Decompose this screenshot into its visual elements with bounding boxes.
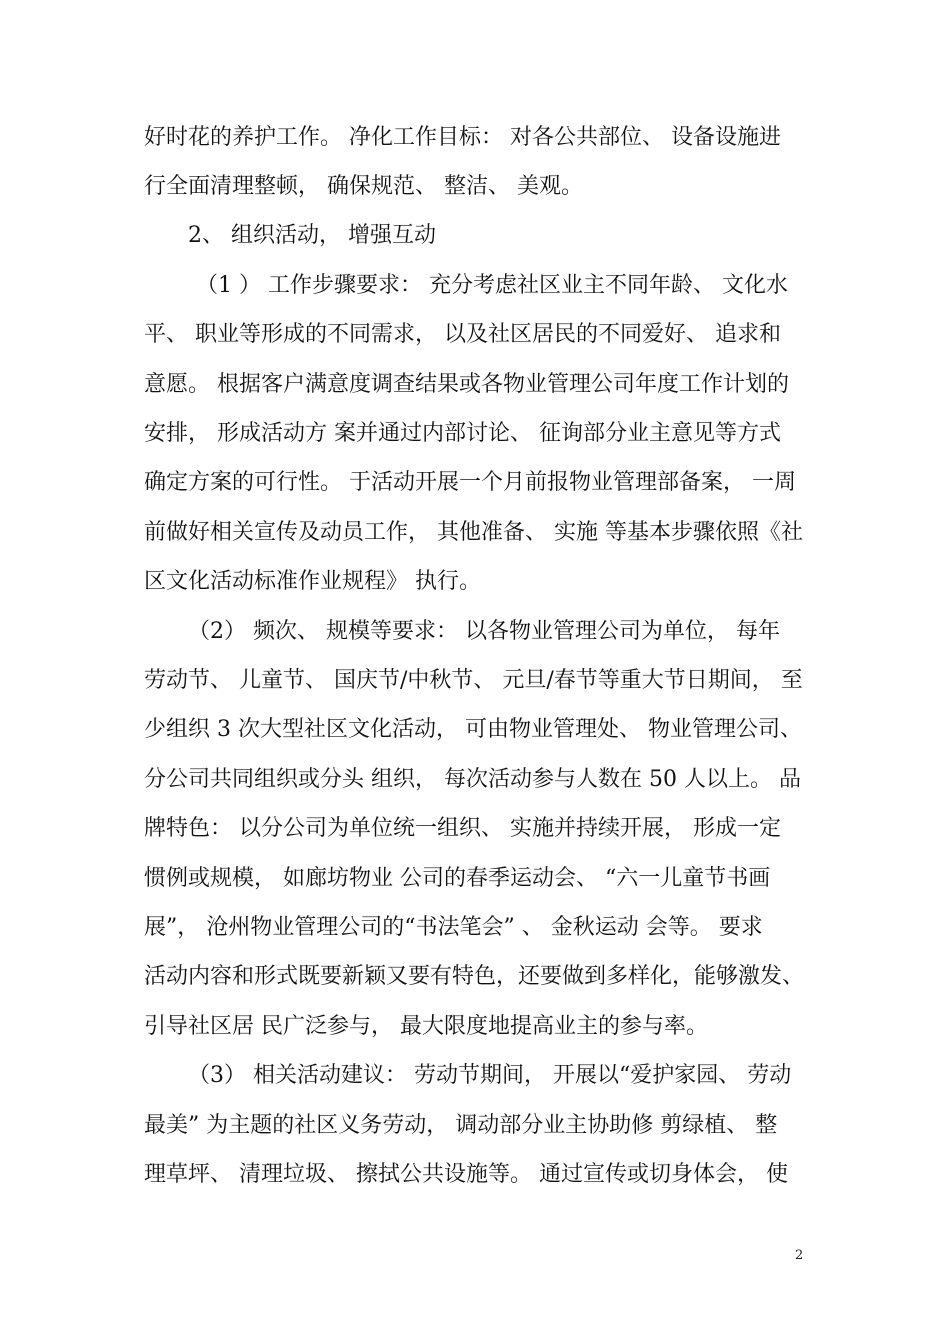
text-line: 牌特色： 以分公司为单位统一组织、 实施并持续开展， 形成一定 [144, 816, 781, 841]
text-line: 确定方案的可行性。 于活动开展一个月前报物业管理部备案， 一周 [144, 470, 796, 495]
text-line: 平、 职业等形成的不同需求， 以及社区居民的不同爱好、 追求和 [144, 322, 781, 347]
text-line: 展”， 沧州物业管理公司的“书法笔会” 、 金秋运动 会等。 要求 [144, 915, 763, 940]
page-number: 2 [795, 1248, 804, 1263]
text-line: （1 ） 工作步骤要求： 充分考虑社区业主不同年龄、 文化水 [196, 273, 788, 298]
text-line: 劳动节、 儿童节、 国庆节/中秋节、 元旦/春节等重大节日期间， 至 [144, 668, 803, 693]
text-line: 最美” 为主题的社区义务劳动， 调动部分业主协助修 剪绿植、 整 [144, 1113, 778, 1138]
text-line: 区文化活动标准作业规程》 执行。 [144, 569, 481, 594]
text-line: 惯例或规模， 如廊坊物业 公司的春季运动会、 “六一儿童节书画 [144, 866, 771, 891]
text-line: 少组织 3 次大型社区文化活动， 可由物业管理处、 物业管理公司、 [144, 717, 802, 742]
text-line: 好时花的养护工作。 净化工作目标： 对各公共部位、 设备设施进 [144, 125, 781, 150]
text-line: 引导社区居 民广泛参与， 最大限度地提高业主的参与率。 [144, 1014, 708, 1039]
text-line: 意愿。 根据客户满意度调查结果或各物业管理公司年度工作计划的 [144, 372, 789, 397]
text-line: 前做好相关宣传及动员工作， 其他准备、 实施 等基本步骤依照《社 [144, 520, 803, 545]
text-line: 分公司共同组织或分头 组织， 每次活动参与人数在 50 人以上。 品 [144, 767, 801, 792]
text-line: 行全面清理整顿， 确保规范、 整洁、 美观。 [144, 174, 583, 199]
text-line: （3） 相关活动建议： 劳动节期间， 开展以“爱护家园、 劳动 [188, 1063, 792, 1088]
text-line: （2） 频次、 规模等要求： 以各物业管理公司为单位， 每年 [188, 619, 780, 644]
text-line: 安排， 形成活动方 案并通过内部讨论、 征询部分业主意见等方式 [144, 421, 781, 446]
text-line: 活动内容和形式既要新颖又要有特色，还要做到多样化，能够激发、 [144, 964, 805, 989]
section-heading: 2、 组织活动， 增强互动 [188, 223, 436, 248]
text-line: 理草坪、 清理垃圾、 擦拭公共设施等。 通过宣传或切身体会， 使 [144, 1162, 788, 1187]
